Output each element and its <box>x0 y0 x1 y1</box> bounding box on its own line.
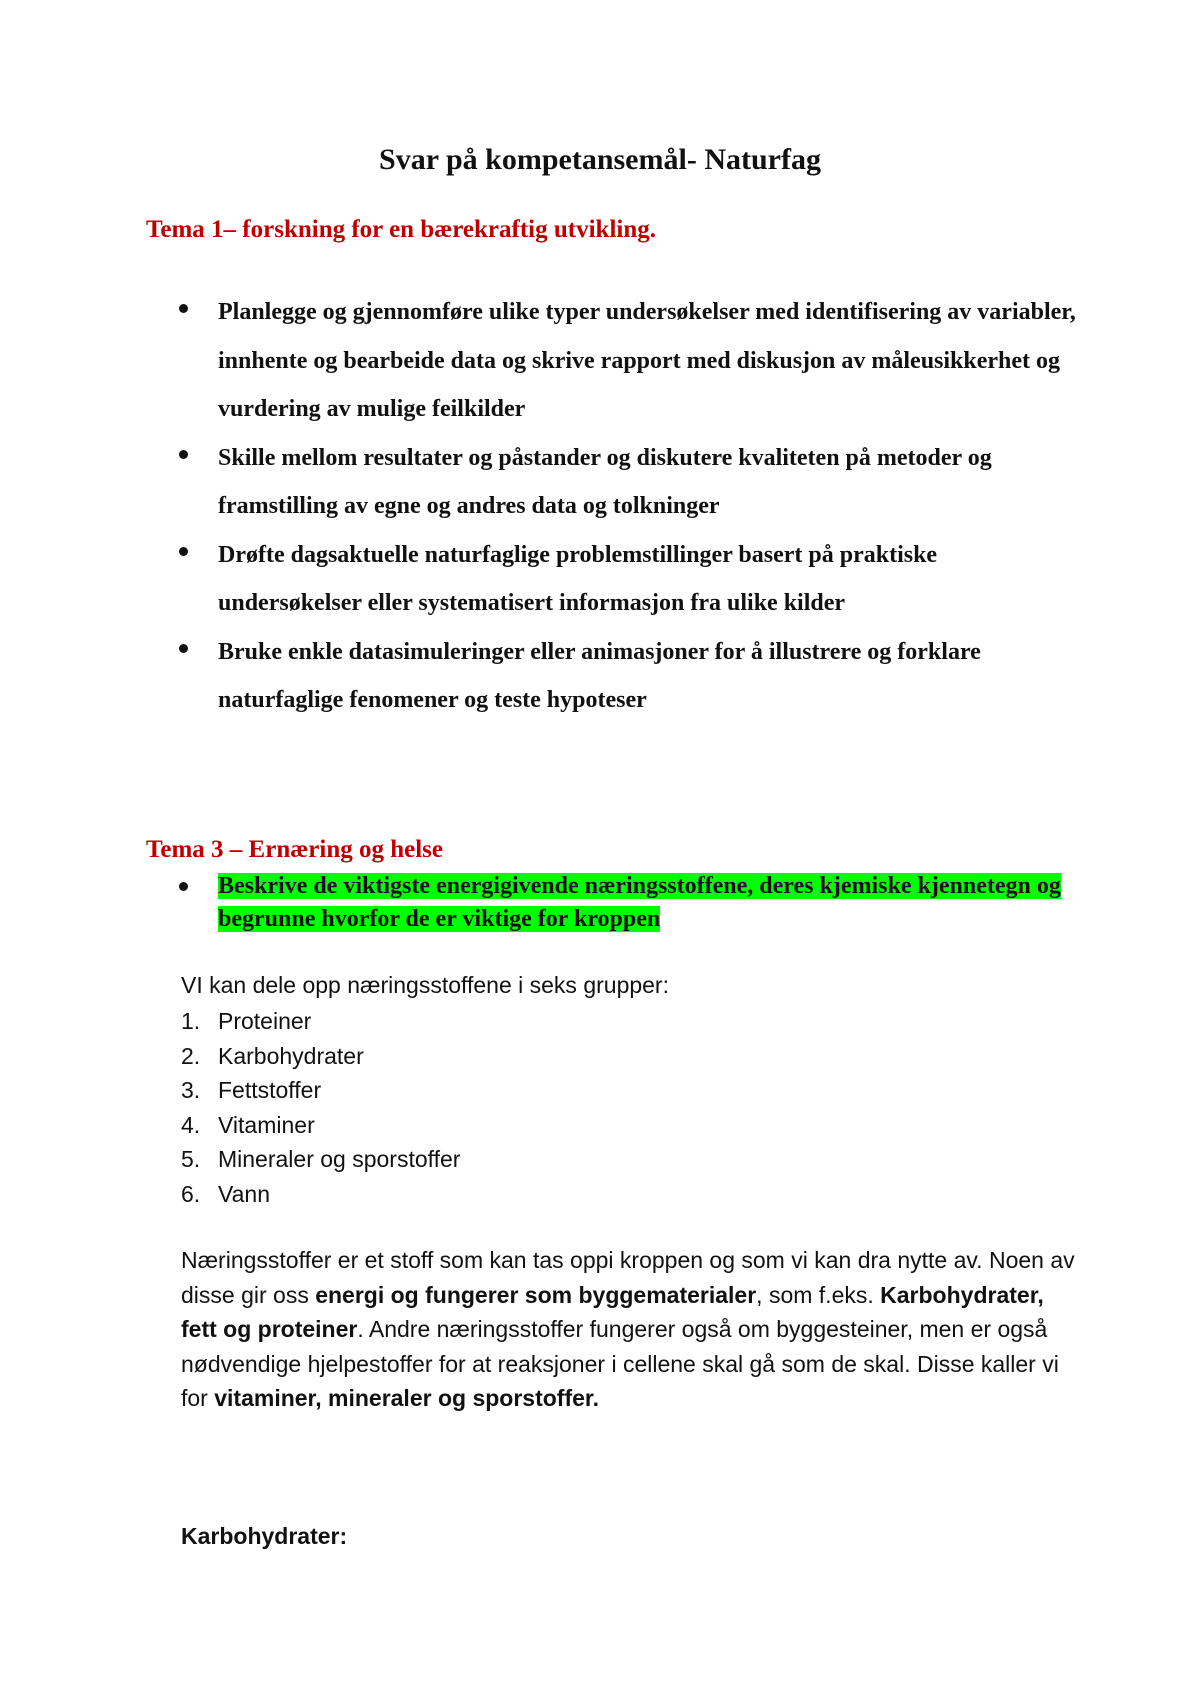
list-item: Planlegge og gjennomføre ulike typer undersøkelser med identifisering av variabler, innhente og bearbeide data og skrive rapport med diskusjon av måleusikkerhet og vurdering av mulige feilkilder <box>146 288 1086 434</box>
list-item <box>181 1039 460 1074</box>
list-item <box>181 1108 460 1143</box>
karbohydrater-subheading: Karbohydrater: <box>181 1523 348 1549</box>
paragraph-text: , som f.eks. <box>756 1281 881 1308</box>
tema1-heading: Tema 1– forskning for en bærekraftig utvikling. <box>146 216 656 243</box>
highlighted-goal: Beskrive de viktigste energigivende næringsstoffene, deres kjemiske kjennetegn og begrunne hvorfor de er viktige for kroppen <box>218 873 1061 932</box>
list-label: Proteiner <box>218 1008 312 1034</box>
tema1-bullet-list <box>146 288 1086 725</box>
list-number: 2. <box>181 1042 201 1069</box>
list-label: Karbohydrater <box>218 1042 364 1069</box>
paragraph-bold-text: vitaminer, mineraler og sporstoffer. <box>214 1385 599 1412</box>
list-item <box>181 1073 460 1108</box>
list-item: Skille mellom resultater og påstander og diskutere kvaliteten på metoder og framstilling av egne og andres data og tolkninger <box>146 434 1086 531</box>
list-label: Vann <box>218 1180 271 1207</box>
list-item: Bruke enkle datasimuleringer eller animasjoner for å illustrere og forklare naturfaglige fenomener og teste hypoteser <box>146 628 1086 725</box>
list-number: 1. <box>181 1008 201 1034</box>
tema3-bullet-list <box>146 870 1086 936</box>
list-item <box>146 870 1086 936</box>
list-item <box>181 1142 460 1177</box>
nutrient-groups-list <box>181 1004 460 1212</box>
nutrients-paragraph <box>181 1243 1081 1416</box>
paragraph-bold-text: Karbohydrater, fett og proteiner <box>181 1281 1044 1343</box>
list-number: 4. <box>181 1111 201 1138</box>
list-number: 3. <box>181 1077 201 1104</box>
paragraph-bold-text: energi og fungerer som byggematerialer <box>315 1281 757 1308</box>
list-number: 5. <box>181 1146 201 1173</box>
groups-intro: VI kan dele opp næringsstoffene i seks grupper: <box>181 972 669 998</box>
list-item <box>181 1177 460 1212</box>
list-label: Fettstoffer <box>218 1077 322 1104</box>
list-item <box>181 1004 460 1039</box>
list-label: Vitaminer <box>218 1111 315 1138</box>
list-item: Drøfte dagsaktuelle naturfaglige problemstillinger basert på praktiske undersøkelser eller systematisert informasjon fra ulike kilder <box>146 531 1086 628</box>
list-number: 6. <box>181 1180 201 1207</box>
tema3-heading: Tema 3 – Ernæring og helse <box>146 836 443 863</box>
document-title: Svar på kompetansemål- Naturfag <box>379 143 821 176</box>
paragraph-text: . Andre næringsstoffer fungerer også om byggesteiner, men er også nødvendige hjelpestoffer for at reaksjoner i cellene skal gå som de skal. Disse kaller vi for <box>181 1316 1059 1412</box>
list-label: Mineraler og sporstoffer <box>218 1146 461 1173</box>
paragraph-text: Næringsstoffer er et stoff som kan tas oppi kroppen og som vi kan dra nytte av. Noen av disse gir oss <box>181 1247 1075 1308</box>
